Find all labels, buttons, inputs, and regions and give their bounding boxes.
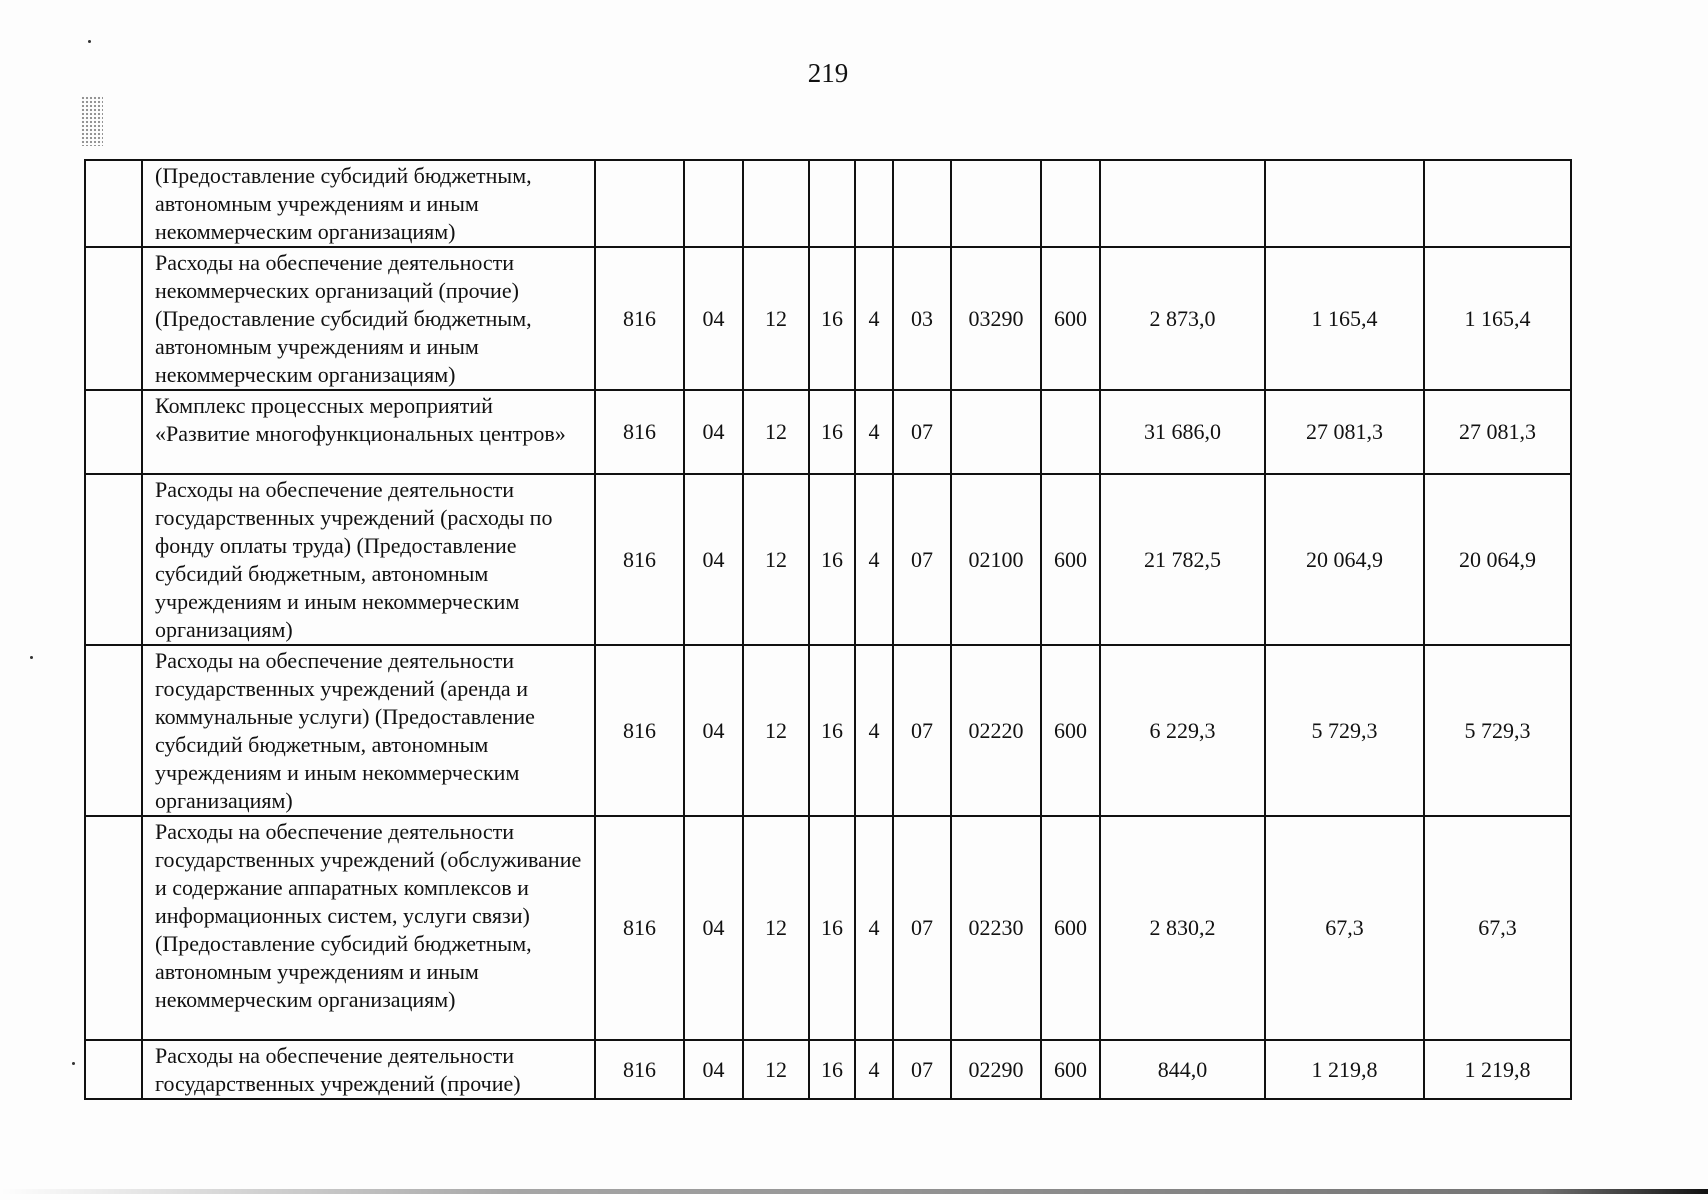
subsection-code-cell bbox=[743, 160, 809, 247]
year3-amount-cell: 27 081,3 bbox=[1424, 390, 1571, 474]
structural-code-cell: 03 bbox=[893, 247, 951, 390]
year1-amount-cell: 21 782,5 bbox=[1100, 474, 1265, 645]
table-row bbox=[85, 474, 1571, 645]
year3-amount-cell: 1 219,8 bbox=[1424, 1040, 1571, 1099]
row-number-cell bbox=[85, 645, 142, 816]
direction-code-cell bbox=[951, 390, 1041, 474]
section-code-cell bbox=[684, 160, 743, 247]
scan-speck bbox=[30, 656, 33, 659]
year2-amount-cell: 1 219,8 bbox=[1265, 1040, 1424, 1099]
section-code-cell: 04 bbox=[684, 474, 743, 645]
structural-code-cell: 07 bbox=[893, 390, 951, 474]
section-code-cell: 04 bbox=[684, 390, 743, 474]
description-cell: Комплекс процессных мероприятий «Развитие многофункциональных центров» bbox=[142, 390, 595, 474]
structural-code-cell: 07 bbox=[893, 1040, 951, 1099]
type-code-cell: 4 bbox=[855, 247, 893, 390]
program-code-cell: 16 bbox=[809, 816, 855, 1040]
type-code-cell: 4 bbox=[855, 474, 893, 645]
program-code-cell: 16 bbox=[809, 645, 855, 816]
table-row bbox=[85, 247, 1571, 390]
program-code-cell: 16 bbox=[809, 390, 855, 474]
description-cell: Расходы на обеспечение деятельности некоммерческих организаций (прочие) (Предоставление субсидий бюджетным, автономным учреждениям и иным некоммерческим организациям) bbox=[142, 247, 595, 390]
year3-amount-cell: 67,3 bbox=[1424, 816, 1571, 1040]
structural-code-cell: 07 bbox=[893, 816, 951, 1040]
table-row bbox=[85, 1040, 1571, 1099]
type-code-cell: 4 bbox=[855, 1040, 893, 1099]
type-code-cell: 4 bbox=[855, 390, 893, 474]
subsection-code-cell: 12 bbox=[743, 1040, 809, 1099]
description-cell: Расходы на обеспечение деятельности государственных учреждений (обслуживание и содержание аппаратных комплексов и информационных систем, услуги связи) (Предоставление субсидий бюджетным, автономным учреждениям и иным некоммерческим организациям) bbox=[142, 816, 595, 1040]
ministry-code-cell: 816 bbox=[595, 816, 684, 1040]
description-cell: Расходы на обеспечение деятельности государственных учреждений (расходы по фонду оплаты труда) (Предоставление субсидий бюджетным, автономным учреждениям и иным некоммерческим организациям) bbox=[142, 474, 595, 645]
year1-amount-cell: 6 229,3 bbox=[1100, 645, 1265, 816]
ministry-code-cell: 816 bbox=[595, 1040, 684, 1099]
direction-code-cell: 02220 bbox=[951, 645, 1041, 816]
expense-type-code-cell: 600 bbox=[1041, 247, 1100, 390]
row-number-cell bbox=[85, 247, 142, 390]
description-cell: Расходы на обеспечение деятельности государственных учреждений (аренда и коммунальные услуги) (Предоставление субсидий бюджетным, автономным учреждениям и иным некоммерческим организациям) bbox=[142, 645, 595, 816]
row-number-cell bbox=[85, 816, 142, 1040]
structural-code-cell: 07 bbox=[893, 645, 951, 816]
scan-speck bbox=[72, 1062, 75, 1065]
subsection-code-cell: 12 bbox=[743, 474, 809, 645]
year1-amount-cell: 2 830,2 bbox=[1100, 816, 1265, 1040]
table-row bbox=[85, 390, 1571, 474]
program-code-cell bbox=[809, 160, 855, 247]
scan-edge-rule bbox=[0, 1189, 1708, 1194]
program-code-cell: 16 bbox=[809, 1040, 855, 1099]
budget-table bbox=[84, 159, 1572, 1100]
expense-type-code-cell: 600 bbox=[1041, 474, 1100, 645]
table-row bbox=[85, 645, 1571, 816]
subsection-code-cell: 12 bbox=[743, 645, 809, 816]
expense-type-code-cell: 600 bbox=[1041, 816, 1100, 1040]
year3-amount-cell: 5 729,3 bbox=[1424, 645, 1571, 816]
year1-amount-cell: 31 686,0 bbox=[1100, 390, 1265, 474]
section-code-cell: 04 bbox=[684, 1040, 743, 1099]
type-code-cell: 4 bbox=[855, 816, 893, 1040]
table-row bbox=[85, 816, 1571, 1040]
page-number: 219 bbox=[807, 58, 849, 88]
type-code-cell: 4 bbox=[855, 645, 893, 816]
row-number-cell bbox=[85, 160, 142, 247]
direction-code-cell: 02290 bbox=[951, 1040, 1041, 1099]
year2-amount-cell: 67,3 bbox=[1265, 816, 1424, 1040]
subsection-code-cell: 12 bbox=[743, 247, 809, 390]
year1-amount-cell bbox=[1100, 160, 1265, 247]
scan-artifact bbox=[81, 96, 103, 146]
year2-amount-cell: 1 165,4 bbox=[1265, 247, 1424, 390]
direction-code-cell: 02230 bbox=[951, 816, 1041, 1040]
structural-code-cell: 07 bbox=[893, 474, 951, 645]
row-number-cell bbox=[85, 474, 142, 645]
direction-code-cell bbox=[951, 160, 1041, 247]
year2-amount-cell bbox=[1265, 160, 1424, 247]
year1-amount-cell: 2 873,0 bbox=[1100, 247, 1265, 390]
program-code-cell: 16 bbox=[809, 247, 855, 390]
table-row bbox=[85, 160, 1571, 247]
year2-amount-cell: 27 081,3 bbox=[1265, 390, 1424, 474]
year3-amount-cell bbox=[1424, 160, 1571, 247]
ministry-code-cell: 816 bbox=[595, 474, 684, 645]
description-cell: (Предоставление субсидий бюджетным, автономным учреждениям и иным некоммерческим организациям) bbox=[142, 160, 595, 247]
ministry-code-cell: 816 bbox=[595, 247, 684, 390]
ministry-code-cell: 816 bbox=[595, 645, 684, 816]
year2-amount-cell: 20 064,9 bbox=[1265, 474, 1424, 645]
section-code-cell: 04 bbox=[684, 816, 743, 1040]
row-number-cell bbox=[85, 390, 142, 474]
year3-amount-cell: 1 165,4 bbox=[1424, 247, 1571, 390]
type-code-cell bbox=[855, 160, 893, 247]
expense-type-code-cell bbox=[1041, 390, 1100, 474]
ministry-code-cell bbox=[595, 160, 684, 247]
description-cell: Расходы на обеспечение деятельности государственных учреждений (прочие) bbox=[142, 1040, 595, 1099]
direction-code-cell: 02100 bbox=[951, 474, 1041, 645]
year2-amount-cell: 5 729,3 bbox=[1265, 645, 1424, 816]
section-code-cell: 04 bbox=[684, 247, 743, 390]
section-code-cell: 04 bbox=[684, 645, 743, 816]
ministry-code-cell: 816 bbox=[595, 390, 684, 474]
structural-code-cell bbox=[893, 160, 951, 247]
table-body bbox=[85, 160, 1571, 1099]
expense-type-code-cell: 600 bbox=[1041, 645, 1100, 816]
expense-type-code-cell bbox=[1041, 160, 1100, 247]
expense-type-code-cell: 600 bbox=[1041, 1040, 1100, 1099]
subsection-code-cell: 12 bbox=[743, 816, 809, 1040]
program-code-cell: 16 bbox=[809, 474, 855, 645]
scan-speck bbox=[88, 40, 91, 43]
direction-code-cell: 03290 bbox=[951, 247, 1041, 390]
year3-amount-cell: 20 064,9 bbox=[1424, 474, 1571, 645]
row-number-cell bbox=[85, 1040, 142, 1099]
year1-amount-cell: 844,0 bbox=[1100, 1040, 1265, 1099]
subsection-code-cell: 12 bbox=[743, 390, 809, 474]
